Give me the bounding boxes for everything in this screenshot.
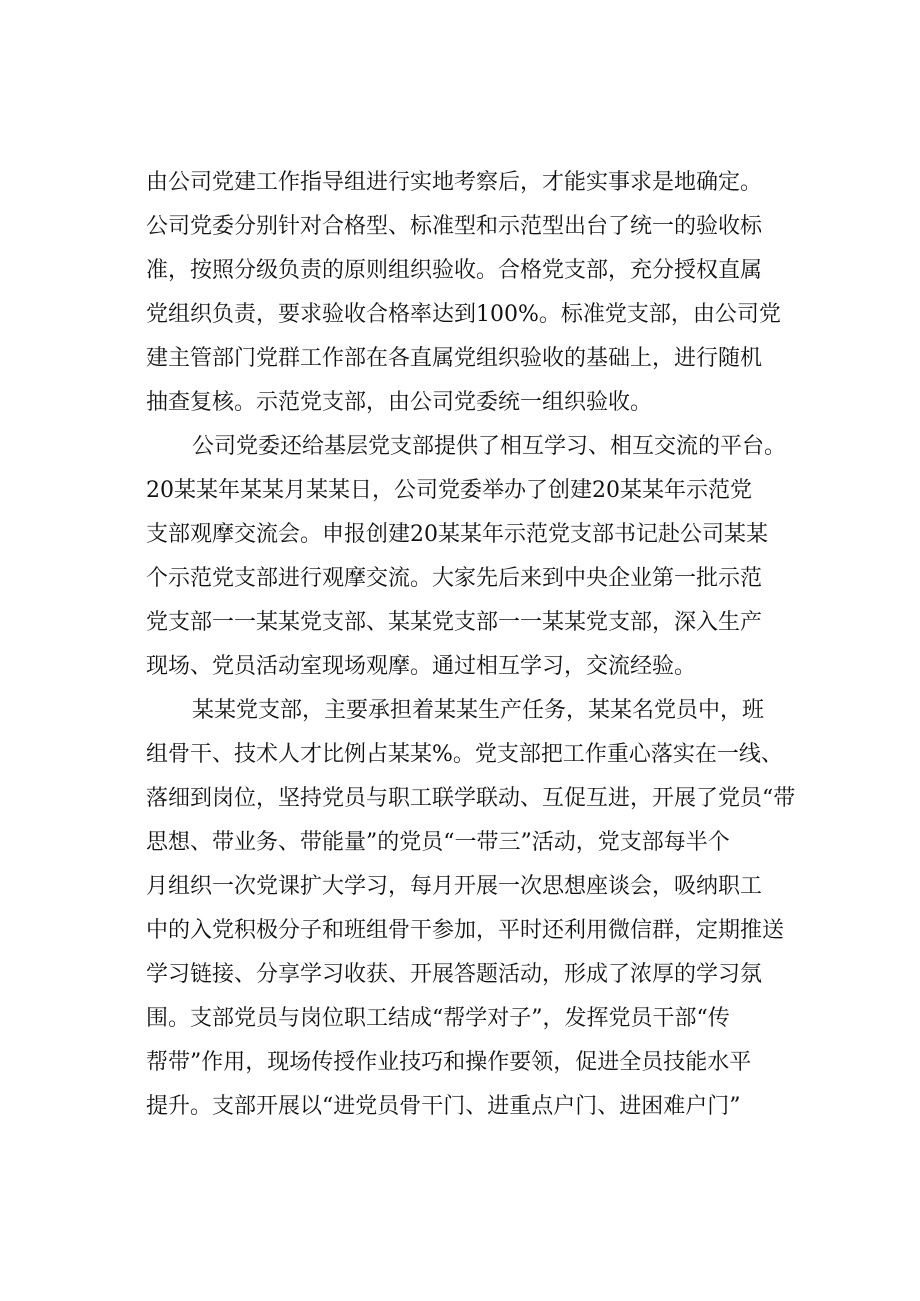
body-text: [146, 161, 800, 1129]
text-line: 准，按照分级负责的原则组织验收。合格党支部，充分授权直属: [146, 258, 763, 283]
text-line: 20某某年某某月某某日，公司党委举办了创建20某某年示范党: [146, 478, 752, 503]
text-line: 公司党委还给基层党支部提供了相互学习、相互交流的平台。: [192, 434, 787, 459]
text-line: 抽查复核。示范党支部，由公司党委统一组织验收。: [146, 390, 653, 415]
paragraph-2: [146, 425, 800, 689]
text-line: 党组织负责，要求验收合格率达到100%。标准党支部，由公司党: [146, 302, 781, 327]
text-line: 月组织一次党课扩大学习，每月开展一次思想座谈会，吸纳职工: [146, 874, 763, 899]
text-line: 组骨干、技术人才比例占某某%。党支部把工作重心落实在一线、: [146, 742, 783, 767]
text-line: 公司党委分别针对合格型、标准型和示范型出台了统一的验收标: [146, 214, 763, 239]
text-line: 个示范党支部进行观摩交流。大家先后来到中央企业第一批示范: [146, 566, 763, 591]
paragraph-1: [146, 161, 800, 425]
text-line: 提升。支部开展以“进党员骨干门、进重点户门、进困难户门”: [146, 1094, 741, 1119]
text-line: 现场、党员活动室现场观摩。通过相互学习，交流经验。: [146, 654, 697, 679]
text-line: 学习链接、分享学习收获、开展答题活动，形成了浓厚的学习氛: [146, 962, 763, 987]
text-line: 中的入党积极分子和班组骨干参加，平时还利用微信群，定期推送: [146, 918, 785, 943]
text-line: 建主管部门党群工作部在各直属党组织验收的基础上，进行随机: [146, 346, 763, 371]
text-line: 落细到岗位，坚持党员与职工联学联动、互促互进，开展了党员“带: [146, 786, 796, 811]
text-line: 党支部一一某某党支部、某某党支部一一某某党支部，深入生产: [146, 610, 763, 635]
text-line: 帮带”作用，现场传授作业技巧和操作要领，促进全员技能水平: [146, 1050, 752, 1075]
text-line: 由公司党建工作指导组进行实地考察后，才能实事求是地确定。: [146, 170, 763, 195]
paragraph-3: [146, 689, 800, 1129]
text-line: 某某党支部，主要承担着某某生产任务，某某名党员中，班: [192, 698, 765, 723]
text-line: 支部观摩交流会。申报创建20某某年示范党支部书记赴公司某某: [146, 522, 768, 547]
text-line: 围。支部党员与岗位职工结成“帮学对子”，发挥党员干部“传: [146, 1006, 730, 1031]
text-line: 思想、带业务、带能量”的党员“一带三”活动，党支部每半个: [146, 830, 730, 855]
